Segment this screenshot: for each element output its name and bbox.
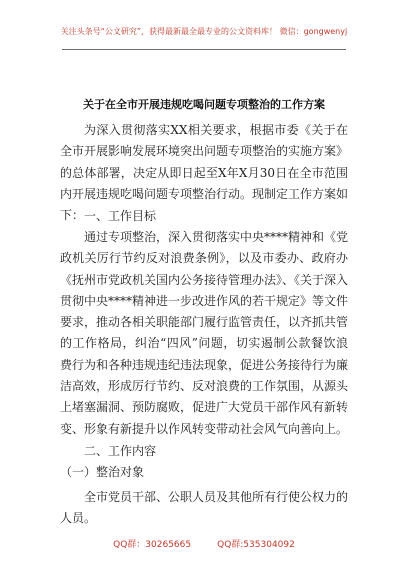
footer	[0, 537, 408, 550]
target-paragraph: 全市党员干部、公职人员及其他所有行使公权力的人员。	[60, 490, 349, 526]
goal-paragraph: 通过专项整治，深入贯彻落实中央****精神和《党政机关厉行节约反对浪费条例》，以及市委办、政府办《抚州市党政机关国内公务接待管理办法》、《关于深入贯彻中央****精神进一步改进作风的若干规定》等文件要求，推动各相关职能部门履行监管责任，以齐抓共管的工作格局，纠治“四风”问题，切实遏制公款餐饮浪费行为和各种违规违纪违法现象，促进公务接待行为廉洁高效，形成厉行节约、反对浪费的工作氛围，从源头上堵塞漏洞、预防腐败，促进广大党员干部作风有新转变、形象有新提升以作风转变带动社会风气向善向上。	[60, 230, 349, 436]
document-title: 关于在全市开展违规吃喝问题专项整治的工作方案	[83, 98, 325, 111]
section-heading-content: 二、工作内容	[84, 444, 157, 458]
header-note: 关注头条号“公文研究”，获得最新最全最专业的公文资料库！ 微信：gongwenyj	[60, 27, 348, 36]
intro-paragraph: 为深入贯彻落实XX相关要求，根据市委《关于在全市开展影响发展环境突出问题专项整治的实施方案》的总体部署，决定从即日起至X年X月30日在全市范围内开展违规吃喝问题专项整治行动。现制定工作方案如下：	[60, 123, 349, 223]
footer-qq-group-2: QQ群:535304092	[217, 540, 295, 550]
subsection-heading-target: （一）整治对象	[60, 465, 145, 479]
header-divider	[62, 49, 346, 50]
section-heading-goal: 一、工作目标	[84, 209, 157, 223]
footer-qq-group-1: QQ群：30265665	[113, 540, 192, 550]
